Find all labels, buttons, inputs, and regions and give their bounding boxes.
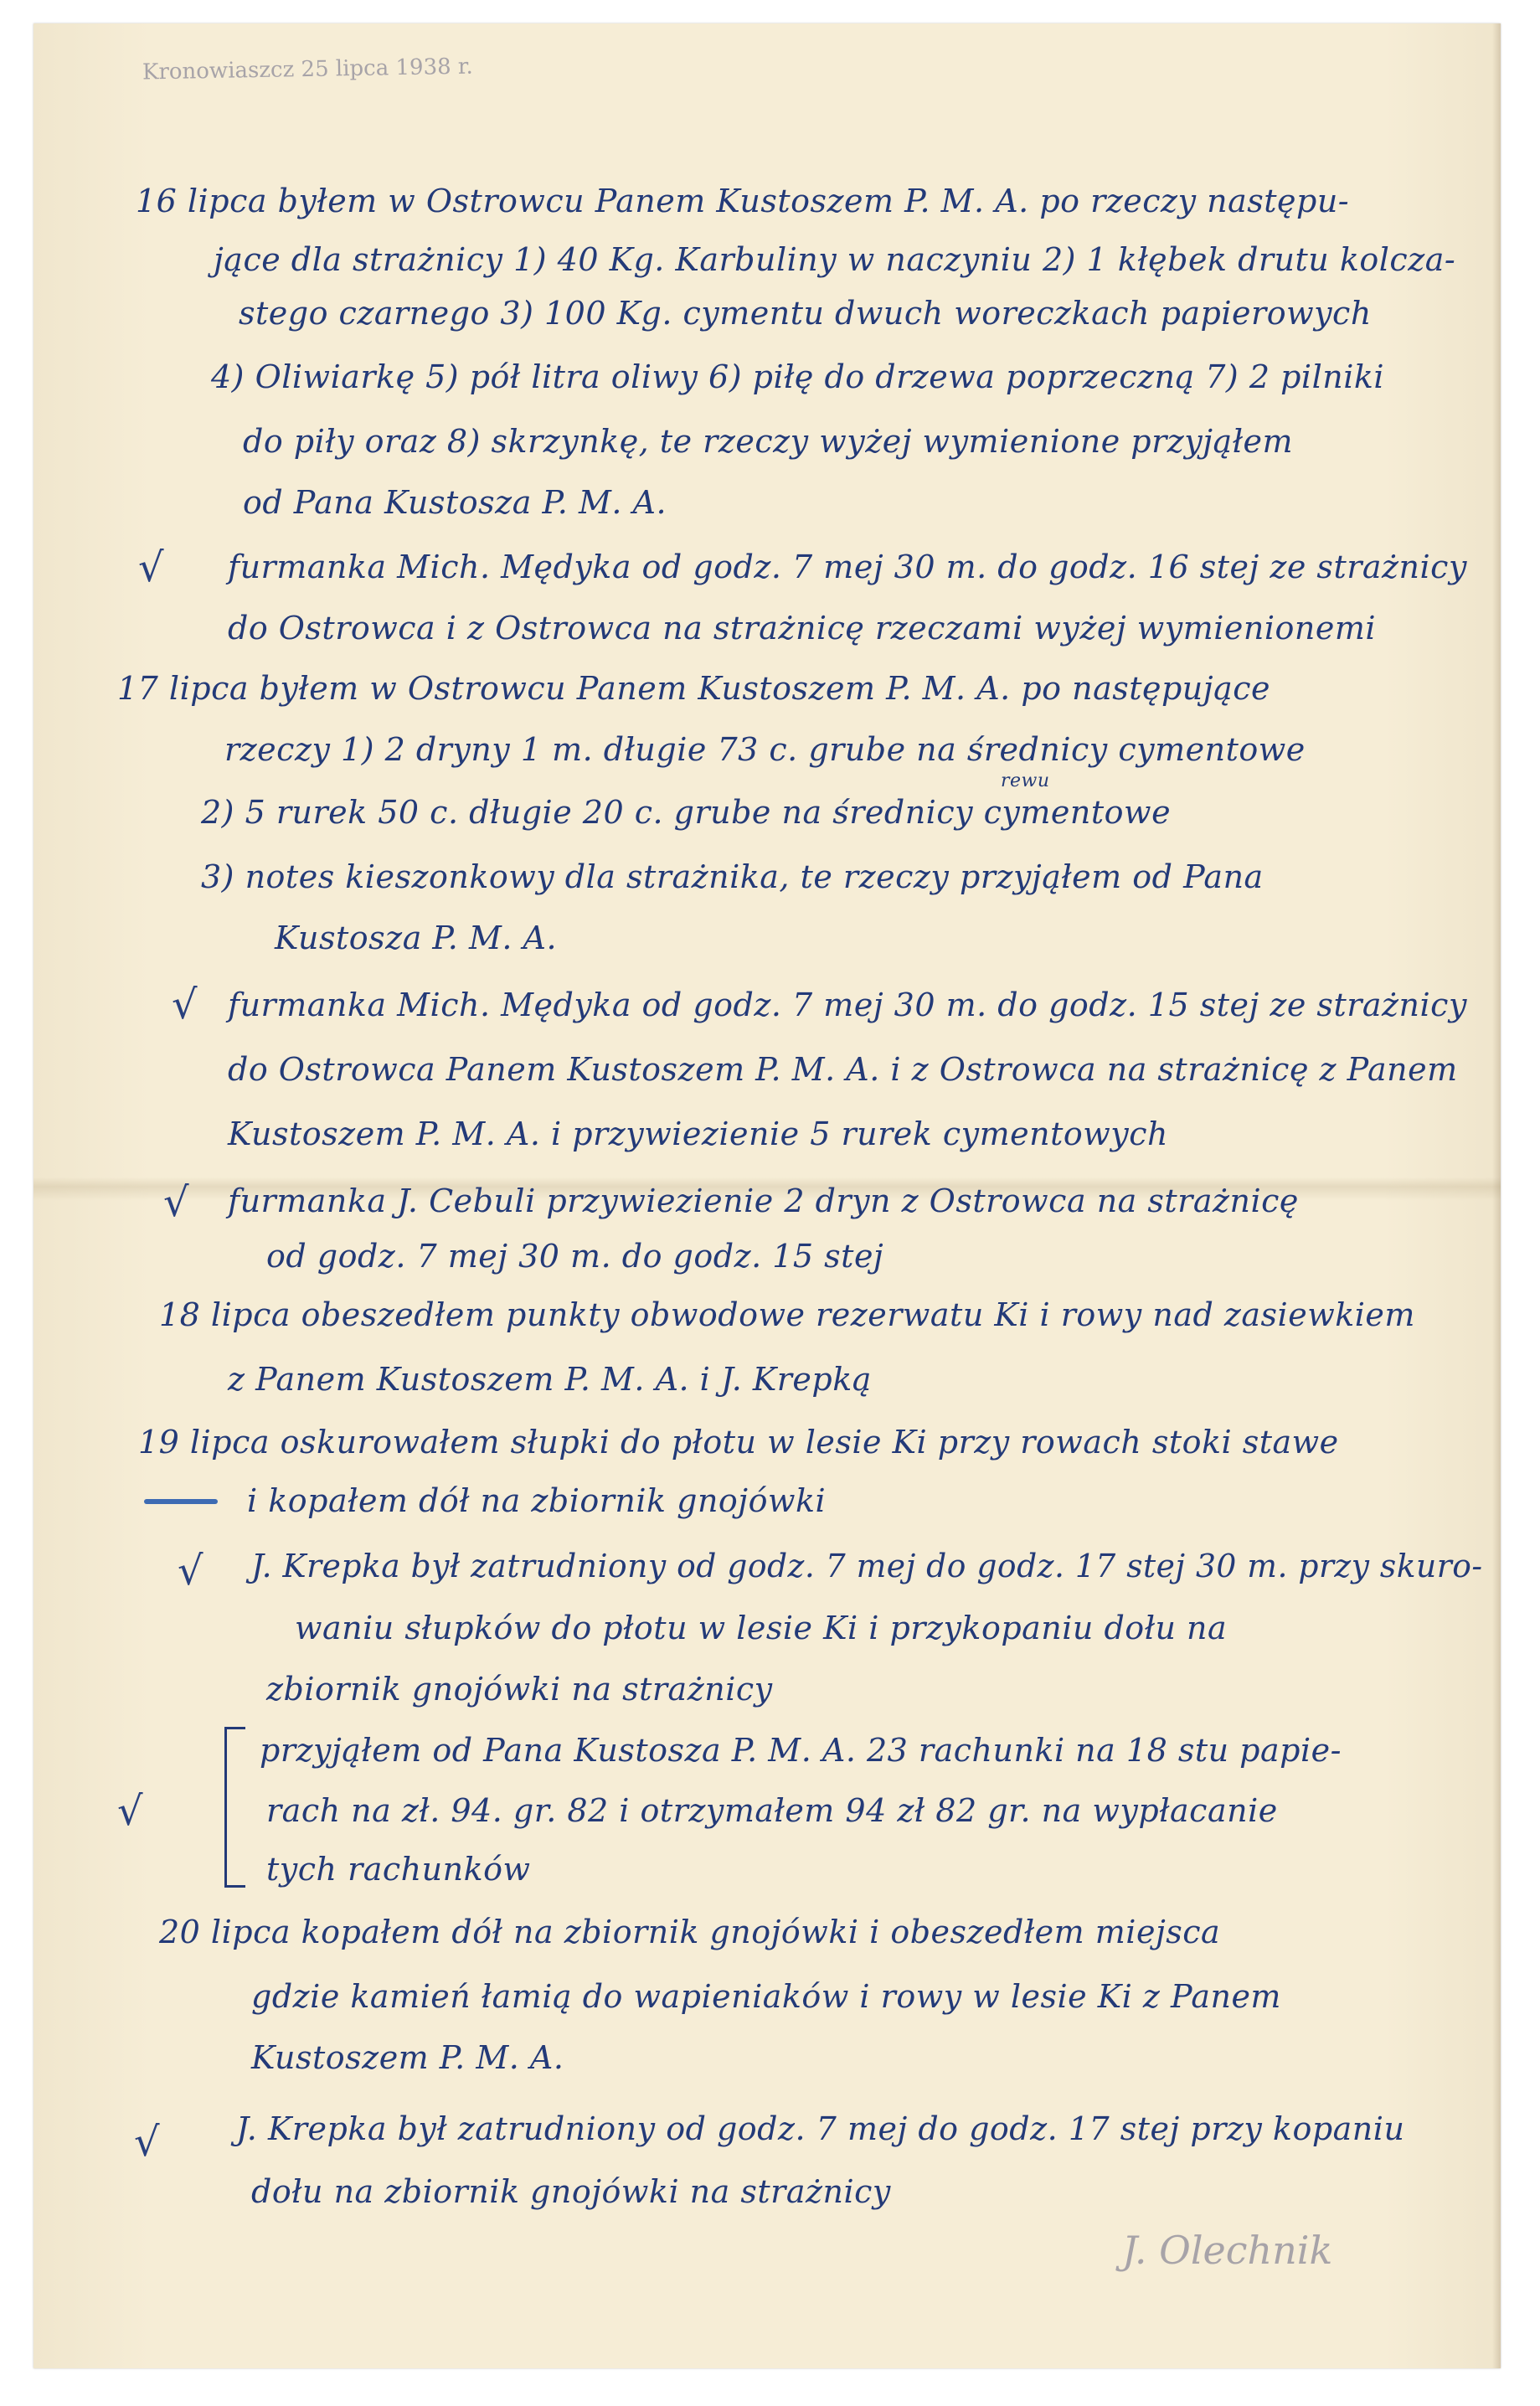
- text-line: 2) 5 rurek 50 c. długie 20 c. grube na średnicy cymentowe: [201, 794, 1172, 831]
- text-line: tych rachunków: [266, 1851, 531, 1888]
- text-line: rzeczy 1) 2 dryny 1 m. długie 73 c. grube na średnicy cymentowe: [224, 731, 1306, 768]
- text-line: waniu słupków do płotu w lesie Ki i przykopaniu dołu na: [295, 1610, 1228, 1646]
- text-line: do Ostrowca i z Ostrowca na strażnicę rzeczami wyżej wymienionemi: [228, 610, 1377, 647]
- text-line: stego czarnego 3) 100 Kg. cymentu dwuch woreczkach papierowych: [239, 295, 1372, 332]
- text-line: Kustoszem P. M. A. i przywiezienie 5 rurek cymentowych: [228, 1115, 1169, 1152]
- text-line: od godz. 7 mej 30 m. do godz. 15 stej: [266, 1238, 884, 1275]
- text-line: 16 lipca byłem w Ostrowcu Panem Kustoszem P. M. A. po rzeczy następu-: [136, 183, 1350, 219]
- text-line: 20 lipca kopałem dół na zbiornik gnojówki i obeszedłem miejsca: [159, 1914, 1221, 1950]
- text-line: furmanka J. Cebuli przywiezienie 2 dryn z Ostrowca na strażnicę: [228, 1182, 1299, 1219]
- checkmark-icon: √: [117, 1788, 143, 1835]
- text-line: furmanka Mich. Mędyka od godz. 7 mej 30 m. do godz. 15 stej ze strażnicy: [228, 987, 1467, 1023]
- text-line: rach na zł. 94. gr. 82 i otrzymałem 94 zł 82 gr. na wypłacanie: [266, 1792, 1278, 1829]
- dash-mark: [144, 1499, 218, 1504]
- text-line: J. Krepka był zatrudniony od godz. 7 mej do godz. 17 stej 30 m. przy skuro-: [251, 1548, 1483, 1584]
- text-line: i kopałem dół na zbiornik gnojówki: [247, 1482, 827, 1519]
- checkmark-icon: √: [134, 2119, 160, 2166]
- text-line: od Pana Kustosza P. M. A.: [243, 484, 667, 521]
- checkmark-icon: √: [172, 981, 198, 1028]
- text-line: Kustosza P. M. A.: [275, 920, 558, 956]
- text-line: dołu na zbiornik gnojówki na strażnicy: [251, 2173, 891, 2210]
- paper-edge: [1492, 23, 1501, 2368]
- text-line: 17 lipca byłem w Ostrowcu Panem Kustoszem P. M. A. po następujące: [117, 670, 1270, 707]
- faint-header-text: Kronowiaszcz 25 lipca 1938 r.: [142, 54, 473, 85]
- text-line: do piły oraz 8) skrzynkę, te rzeczy wyżej wymienione przyjąłem: [243, 423, 1294, 460]
- text-line: 3) notes kieszonkowy dla strażnika, te rzeczy przyjąłem od Pana: [201, 858, 1264, 895]
- text-line: do Ostrowca Panem Kustoszem P. M. A. i z Ostrowca na strażnicę z Panem: [228, 1051, 1458, 1088]
- checkmark-icon: √: [163, 1179, 189, 1226]
- text-line: J. Krepka był zatrudniony od godz. 7 mej do godz. 17 stej przy kopaniu: [236, 2110, 1405, 2147]
- faint-signature: J. Olechnik: [1122, 2228, 1333, 2273]
- text-line: 18 lipca obeszedłem punkty obwodowe rezerwatu Ki i rowy nad zasiewkiem: [159, 1296, 1415, 1333]
- margin-bracket: [224, 1727, 245, 1888]
- checkmark-icon: √: [138, 544, 164, 591]
- text-line: gdzie kamień łamią do wapieniaków i rowy w lesie Ki z Panem: [251, 1978, 1281, 2015]
- text-line: zbiornik gnojówki na strażnicy: [266, 1671, 773, 1708]
- insertion-note: rewu: [1001, 770, 1050, 791]
- text-line: furmanka Mich. Mędyka od godz. 7 mej 30 m. do godz. 16 stej ze strażnicy: [228, 549, 1467, 585]
- text-line: jące dla strażnicy 1) 40 Kg. Karbuliny w naczyniu 2) 1 kłębek drutu kolcza-: [214, 241, 1456, 278]
- text-line: przyjąłem od Pana Kustosza P. M. A. 23 rachunki na 18 stu papie-: [260, 1732, 1342, 1769]
- text-line: 19 lipca oskurowałem słupki do płotu w lesie Ki przy rowach stoki stawe: [138, 1424, 1339, 1461]
- text-line: Kustoszem P. M. A.: [251, 2039, 564, 2076]
- text-line: z Panem Kustoszem P. M. A. i J. Krepką: [228, 1361, 872, 1398]
- checkmark-icon: √: [178, 1548, 203, 1595]
- text-line: 4) Oliwiarkę 5) pół litra oliwy 6) piłę do drzewa poprzeczną 7) 2 pilniki: [211, 358, 1385, 395]
